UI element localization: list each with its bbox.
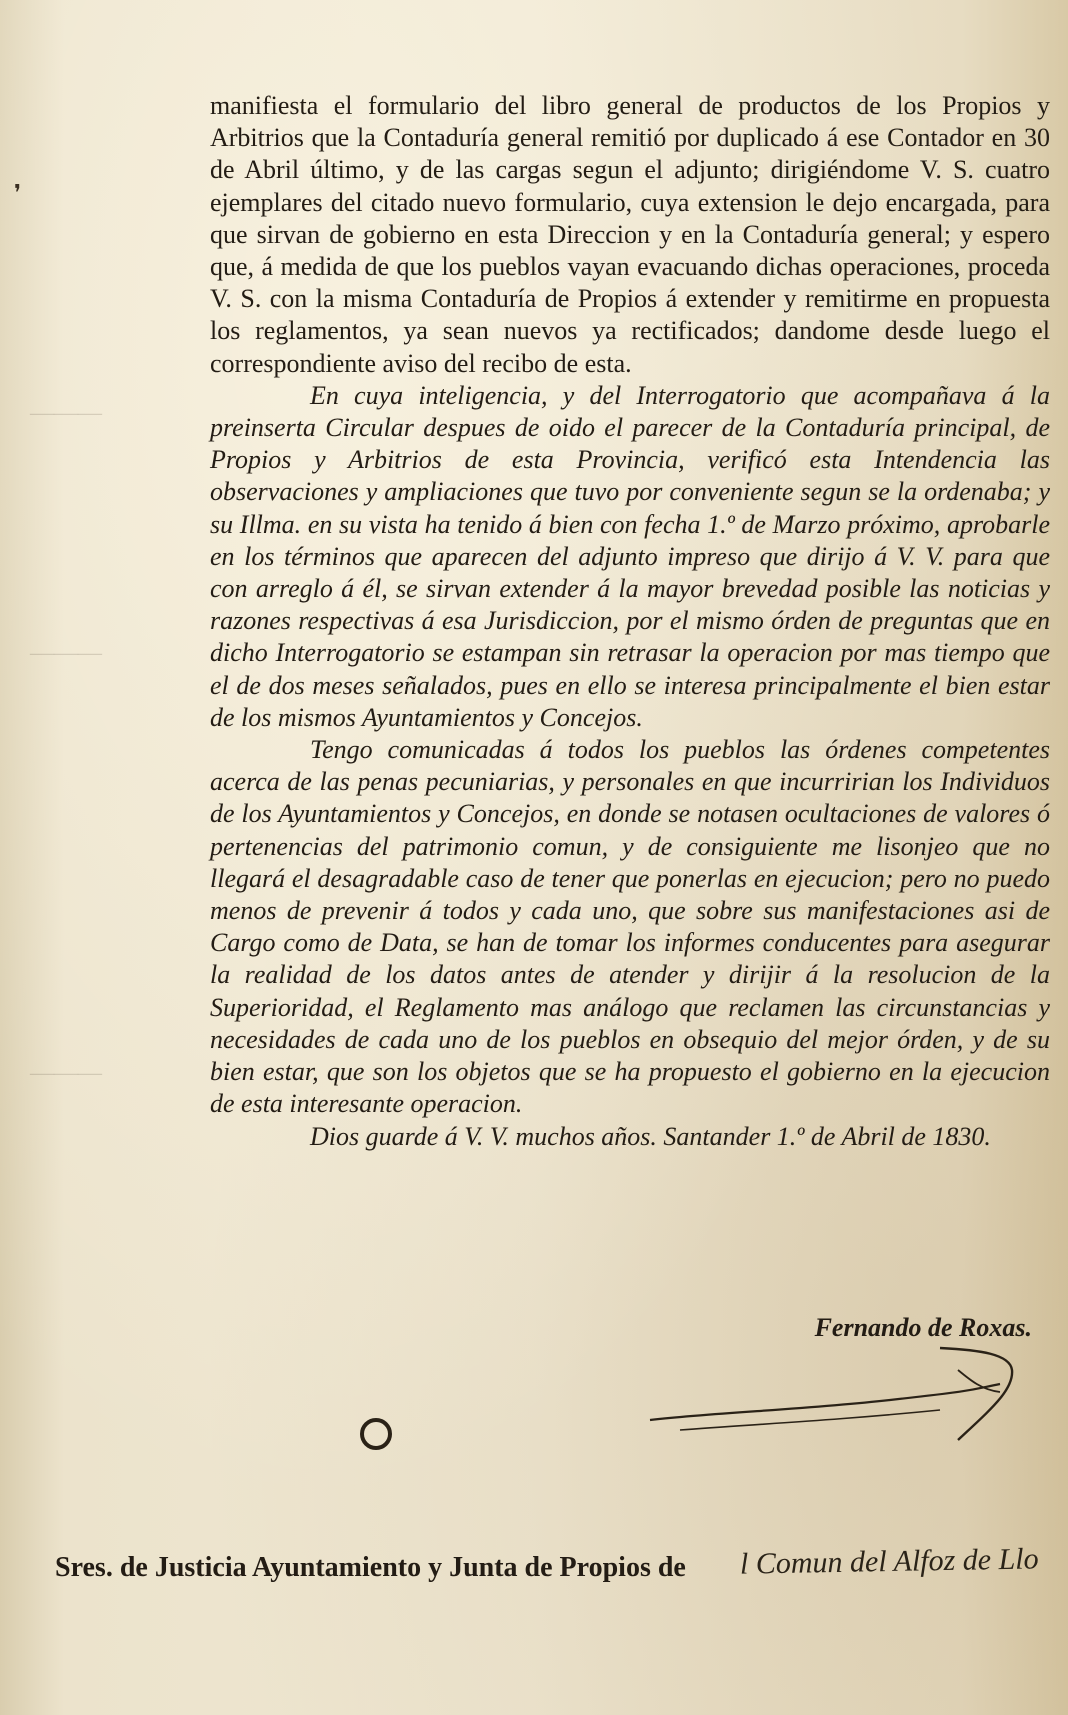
paragraph-comunicadas: Tengo comunicadas á todos los pueblos las órdenes competentes acerca de las penas pecuniarias, y personales en que incurririan los Individuos de los Ayuntamientos y Concejos, en donde se notasen ocultaciones de valores ó pertenencias del patrimonio comun, y de consiguiente me lisonjeo que no llegará el desagradable caso de tener que ponerlas en ejecucion; pero no puedo menos de prevenir á todos y cada uno, que sobre sus manifestaciones asi de Cargo como de Data, se han de tomar los informes conducentes para asegurar la realidad de los datos antes de atender y dirijir á la resolucion de la Superioridad, el Reglamento mas análogo que reclamen las circunstancias y necesidades de cada uno de los pueblos en obsequio del mejor órden, y de su bien estar, que son los objetos que se ha propuesto el gobierno en la ejecucion de esta interesante operacion. <box>210 735 1050 1119</box>
margin-ink-mark: ❜ <box>14 180 22 205</box>
ink-ring-mark <box>360 1418 392 1450</box>
bleed-through: ——— <box>30 640 102 666</box>
document-body <box>210 90 1050 1153</box>
paragraph-continuation: manifiesta el formulario del libro general de productos de los Propios y Arbitrios que la Contaduría general remitió por duplicado á ese Contador en 30 de Abril último, y de las cargas segun el adjunto; dirigiéndome V. S. cuatro ejemplares del citado nuevo formulario, cuya extension le dejo encargada, para que sirvan de gobierno en esta Direccion y en la Contaduría general; y espero que, á medida de que los pueblos vayan evacuando dichas operaciones, proceda V. S. con la misma Contaduría de Propios á extender y remitirme en propuesta los reglamentos, ya sean nuevos ya rectificados; dandome desde luego el correspondiente aviso del recibo de esta. <box>210 91 1050 378</box>
signature-rubric-icon <box>640 1340 1040 1450</box>
addressee-handwritten: l Comun del Alfoz de Llo <box>739 1542 1039 1581</box>
closing-line: Dios guarde á V. V. muchos años. Santander 1.º de Abril de 1830. <box>310 1121 991 1151</box>
addressee-line: Sres. de Justicia Ayuntamiento y Junta de Propios de <box>55 1552 686 1583</box>
bleed-through: ——— <box>30 400 102 426</box>
paragraph-inteligencia: En cuya inteligencia, y del Interrogatorio que acompañava á la preinserta Circular despues de oido el parecer de la Contaduría principal, de Propios y Arbitrios de esta Provincia, verificó esta Intendencia las observaciones y ampliaciones que tuvo por conveniente segun se la ordenaba; y su Illma. en su vista ha tenido á bien con fecha 1.º de Marzo próximo, aprobarle en los términos que aparecen del adjunto impreso que dirijo á V. V. para que con arreglo á él, se sirvan extender á la mayor brevedad posible las noticias y razones respectivas á esa Jurisdiccion, por el mismo órden de preguntas que en dicho Interrogatorio se estampan sin retrasar la operacion por mas tiempo que el de dos meses señalados, pues en ello se interesa principalmente el bien estar de los mismos Ayuntamientos y Concejos. <box>210 380 1050 732</box>
signature-name: Fernando de Roxas. <box>814 1313 1032 1342</box>
bleed-through: ——— <box>30 1060 102 1086</box>
